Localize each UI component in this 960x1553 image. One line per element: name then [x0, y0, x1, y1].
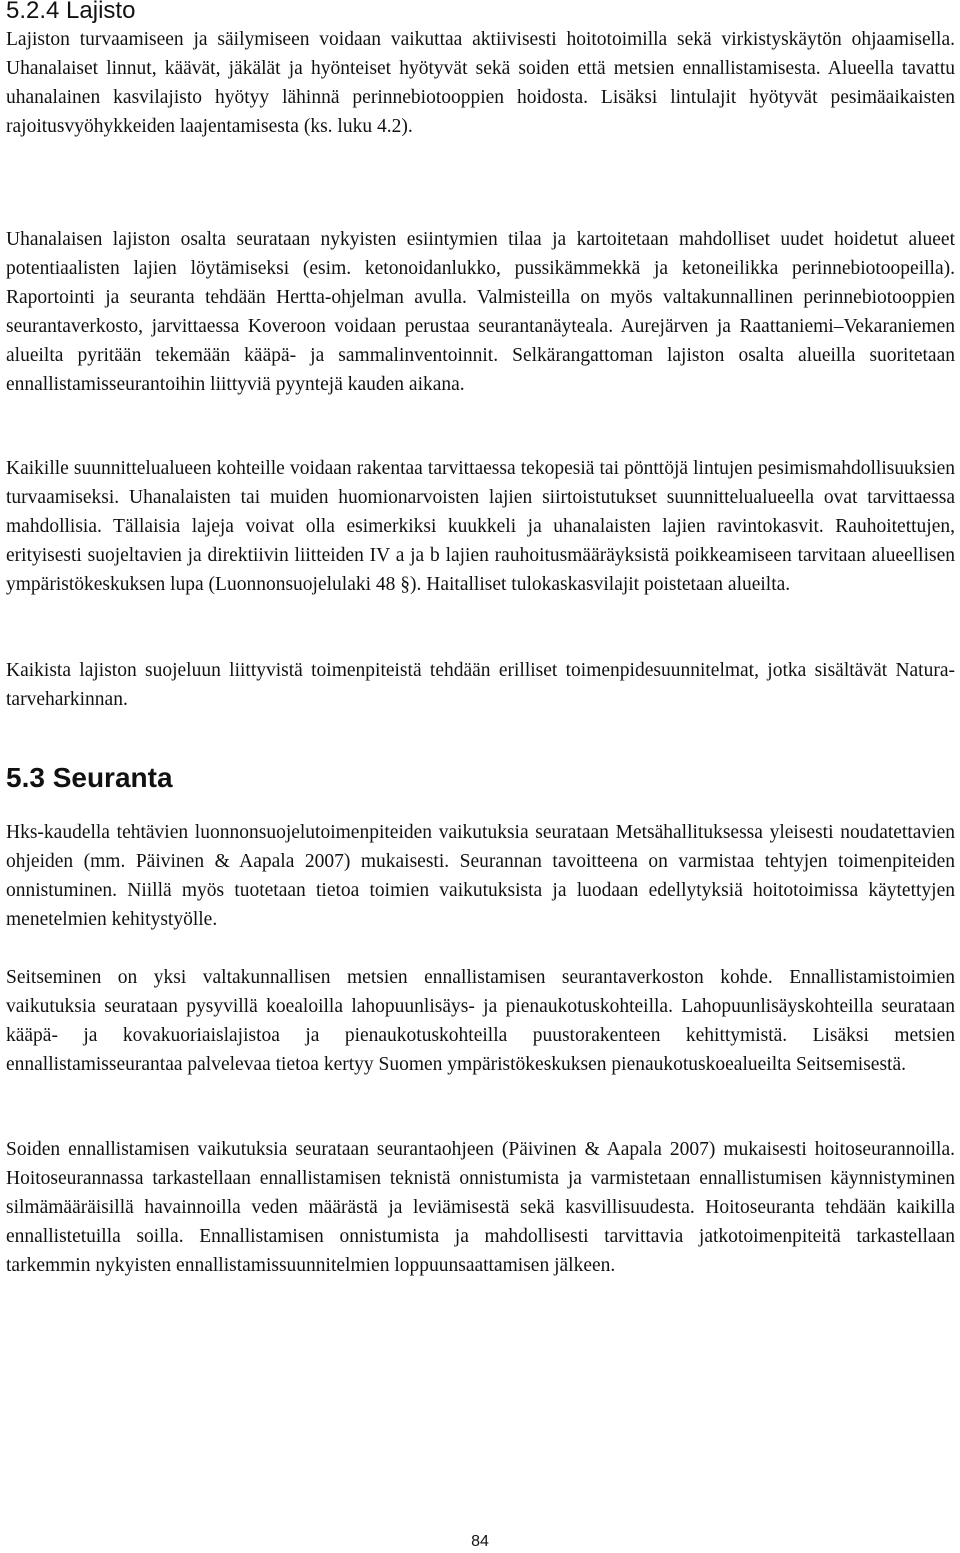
- paragraph-lajisto-3: Kaikille suunnittelualueen kohteille voidaan rakentaa tarvittaessa tekopesiä tai pönttöjä lintujen pesimismahdollisuuksien turvaamiseksi. Uhanalaisten tai muiden huomionarvoisten lajien siirtoistutukset suunnittelualueella ovat tarvittaessa mahdollisia. Tällaisia lajeja voivat olla esimerkiksi kuukkeli ja uhanalaisten lajien ravintokasvit. Rauhoitettujen, erityisesti suojeltavien ja direktiivin liitteiden IV a ja b lajien rauhoitusmääräyksistä poikkeamiseen tarvitaan alueellisen ympäristökeskuksen lupa (Luonnonsuojelulaki 48 §). Haitalliset tulokaskasvilajit poistetaan alueilta.: [6, 458, 955, 595]
- section-heading-lajisto: 5.2.4 Lajisto: [6, 0, 136, 24]
- paragraph-lajisto-4: Kaikista lajiston suojeluun liittyvistä toimenpiteistä tehdään erilliset toimenpidesuunnitelmat, jotka sisältävät Natura-tarveharkinnan.: [6, 660, 955, 710]
- paragraph-seuranta-3: Soiden ennallistamisen vaikutuksia seurataan seurantaohjeen (Päivinen & Aapala 2007) mukaisesti hoitoseurannoilla. Hoitoseurannassa tarkastellaan ennallistamisen teknistä onnistumista ja varmistetaan ennallistumisen käynnistyminen silmämääräisillä havainnoilla veden määrästä ja leviämisestä sekä kasvillisuudesta. Hoitoseuranta tehdään kaikilla ennallistetuilla soilla. Ennallistamisen onnistumista ja mahdollisesti tarvittavia jatkotoimenpiteitä tarkastellaan tarkemmin nykyisten ennallistamissuunnitelmien loppuunsaattamisen jälkeen.: [6, 1139, 955, 1276]
- page-number: 84: [471, 1533, 489, 1550]
- paragraph-seuranta-2: Seitseminen on yksi valtakunnallisen metsien ennallistamisen seurantaverkoston kohde. Ennallistamistoimien vaikutuksia seurataan pysyvillä koealoilla lahopuunlisäys- ja pienaukotuskohteilla. Lahopuunlisäyskohteilla seurataan kääpä- ja kovakuoriaislajistoa ja pienaukotuskohteilla puustorakenteen kehittymistä. Lisäksi metsien ennallistamisseurantaa palvelevaa tietoa kertyy Suomen ympäristökeskuksen pienaukotuskoealueilta Seitsemisestä.: [6, 967, 955, 1075]
- paragraph-lajisto-1: Lajiston turvaamiseen ja säilymiseen voidaan vaikuttaa aktiivisesti hoitotoimilla sekä virkistyskäytön ohjaamisella. Uhanalaiset linnut, käävät, jäkälät ja hyönteiset hyötyvät sekä soiden että metsien ennallistamisesta. Alueella tavattu uhanalainen kasvilajisto hyötyy lähinnä perinnebiotooppien hoidosta. Lisäksi lintulajit hyötyvät pesimäaikaisten rajoitusvyöhykkeiden laajentamisesta (ks. luku 4.2).: [6, 29, 955, 137]
- paragraph-seuranta-1: Hks-kaudella tehtävien luonnonsuojelutoimenpiteiden vaikutuksia seurataan Metsähallituksessa yleisesti noudatettavien ohjeiden (mm. Päivinen & Aapala 2007) mukaisesti. Seurannan tavoitteena on varmistaa tehtyjen toimenpiteiden onnistuminen. Niillä myös tuotetaan tietoa toimien vaikutuksista ja luodaan edellytyksiä hoitotoimissa käytettyjen menetelmien kehitystyölle.: [6, 822, 955, 930]
- paragraph-lajisto-2: Uhanalaisen lajiston osalta seurataan nykyisten esiintymien tilaa ja kartoitetaan mahdolliset uudet hoidetut alueet potentiaalisten lajien löytämiseksi (esim. ketonoidanlukko, pussikämmekkä ja ketoneilikka perinnebiotoopeilla). Raportointi ja seuranta tehdään Hertta-ohjelman avulla. Valmisteilla on myös valtakunnallinen perinnebiotooppien seurantaverkosto, jarvittaessa Koveroon voidaan perustaa seurantanäyteala. Aurejärven ja Raattaniemi–Vekaraniemen alueilta pyritään tekemään kääpä- ja sammalinventoinnit. Selkärangattoman lajiston osalta alueilla suoritetaan ennallistamisseurantoihin liittyviä pyyntejä kauden aikana.: [6, 229, 955, 395]
- section-heading-seuranta: 5.3 Seuranta: [6, 762, 173, 793]
